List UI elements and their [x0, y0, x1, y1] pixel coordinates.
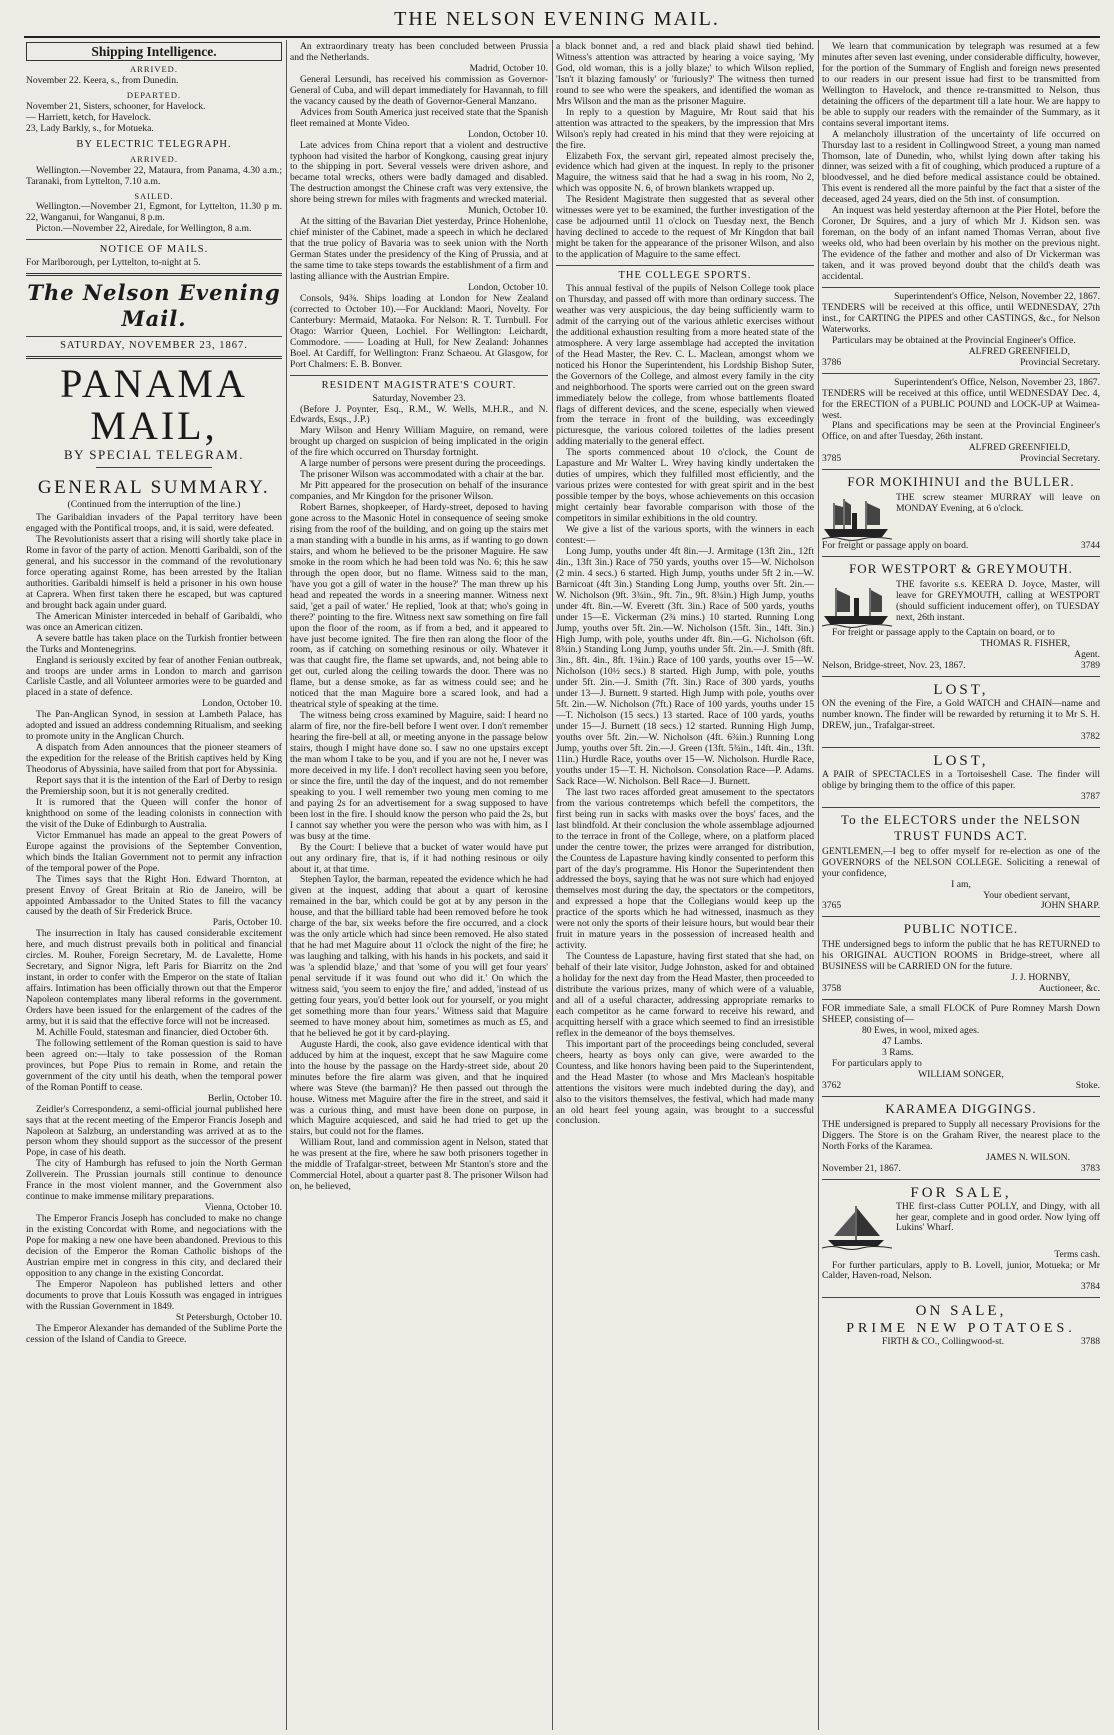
continuation-note: (Continued from the interruption of the line.) [67, 499, 241, 511]
ad-body: FOR immediate Sale, a small FLOCK of Pure Romney Marsh Down SHEEP, consisting of— [822, 1003, 1100, 1026]
headline-general-summary: GENERAL SUMMARY. [37, 477, 271, 499]
article-paragraph: We give a list of the various sports, with the winners in each contest:— [556, 523, 814, 546]
ad-title: PUBLIC NOTICE. [903, 921, 1019, 937]
divider [822, 676, 1100, 677]
ship-ad [822, 580, 1100, 628]
ad-footer [822, 541, 1100, 552]
ad-title: KARAMEA DIGGINGS. [885, 1100, 1037, 1116]
paper-title: The Nelson Evening Mail. [27, 280, 281, 332]
ad-footer [822, 901, 1100, 912]
article-paragraph: The insurrection in Italy has caused considerable excitement here, and much distrust prevails both in political and financial circles. M. Rouher, Foreign Secretary, M. de Lavalette, Home Secretary, and Signor Nigra, left Paris for Biarritz on the 2nd instant, in order to confer with the Emperor on the state of Italian affairs. Intimation has been officially thrown out that the Emperor Napoleon contemplates many liberal reforms in the government. Orders have been issued for the enlargement of the cadres of the army, but it is said that the effective force will not be increased. [26, 928, 282, 1027]
divider [822, 999, 1100, 1000]
article-paragraph: The American Minister interceded in behalf of Garibaldi, who was once an American citizen. [26, 610, 282, 633]
ad-footer [822, 1081, 1100, 1092]
ad-body: TENDERS will be received at this office, until WEDNESDAY Dec. 4, for the ERECTION of a PUBLIC POUND and LOCK-UP at Waimea-west. [822, 387, 1100, 421]
article-paragraph: The Resident Magistrate then suggested that as several other witnesses were yet to be examined, the further investigation of the case be adjourned until 11 o'clock on Tuesday next, the Bench having declined to accede to the request of Mr Kingdon that bail might be taken for the appearance of the prisoner Wilson, and also to the application of Maguire to the same effect. [556, 194, 814, 261]
column-3 [556, 42, 814, 1728]
court-date: Saturday, November 23. [372, 392, 466, 404]
shipping-entry: Picton.—November 22, Airedale, for Wellington, 8 a.m. [36, 223, 252, 235]
divider [822, 1297, 1100, 1298]
shipping-entry: November 21, Sisters, schooner, for Havelock. [26, 100, 206, 112]
shipping-entry: Wellington.—November 21, Egmont, for Lyttelton, 11.30 p m. 22, Wanganui, for Wanganui, 8 p.m. [26, 201, 282, 224]
ad-number: 3785 [822, 453, 842, 465]
dateline: Madrid, October 10. [469, 62, 548, 74]
article-paragraph: Mr Pitt appeared for the prosecution on behalf of the insurance companies, and Mr Kingdon for the prisoner Wilson. [290, 480, 548, 503]
article-paragraph: The Emperor Alexander has demanded of the Sublime Porte the cession of the Island of Candia to Greece. [26, 1322, 282, 1345]
ad-role: Auctioneer, &c. [1038, 983, 1100, 995]
section-heading: ARRIVED. [130, 64, 178, 74]
section-heading: SAILED. [134, 190, 174, 201]
ad-number: 3783 [1080, 1162, 1100, 1174]
dateline: Paris, October 10. [212, 917, 282, 929]
article-paragraph: Robert Barnes, shopkeeper, of Hardy-street, deposed to having gone across to the Masonic Hotel in consequence of seeing smoke rising from the roof of the building, and on going up the stairs met a man standing with a bundle in his arms, as if wanting to go down stairs, and whom he believed to be the prisoner Maguire. He saw smoke in the room which he had been told was No. 6; this he saw through the open door, but no flame. Witness said to the man, 'have you got a gill of water in the house?' The man threw up his head and repeated the words in a sneering manner. Witness next said, 'get a pail of water.' He replied, 'look at that; who's going in there?' pointing to the fire. Witness next saw something on fire fall upon the floor of the room, as if from a bed, and it appeared to have just become ignited. The fire then ran along the floor of the room, as if catching on something resinous or oily. Whatever it was that caught fire, the flame set upwards, and, not being able to get out, curled along the ceiling towards the door. There was no flame, but a dense smoke, as far as witness could see; and he noticed that the man Maguire bore a scared look, and had a theatrical style of speaking at the time. [290, 502, 548, 711]
ad-body: For further particulars, apply to B. Lovell, junior, Motueka; or Mr Calder, Haven-road, Nelson. [822, 1259, 1100, 1282]
divider [26, 273, 282, 276]
article-paragraph: At the sitting of the Bavarian Diet yesterday, Prince Hohenlohe, chief minister of the Cabinet, made a speech in which he declared that the true policy of Bavaria was to seek union with the North German States under the presidency of the King of Prussia, and at the same time to take steps towards the establishment of a firm and lasting alliance with the Austrian Empire. [290, 216, 548, 283]
ad-title: LOST, [933, 752, 989, 769]
divider [290, 375, 548, 376]
article-paragraph: The following settlement of the Roman question is said to have been agreed on:—Italy to take possession of the Roman provinces, but Pope Pius to remain in Rome, and retain the government of the city until his death, when the temporal power of the Roman Pontiff to cease. [26, 1037, 282, 1093]
ad-body: ON the evening of the Fire, a Gold WATCH and CHAIN—name and number known. The finder will be rewarded by returning it to Mr S. H. DREW, jun., Trafalgar-street. [822, 698, 1100, 731]
article-paragraph: A severe battle has taken place on the Turkish frontier between the Turks and Montenegrins. [26, 632, 282, 655]
ad-body: THE undersigned is prepared to Supply all necessary Provisions for the Diggers. The Store is on the Graham River, the nearest place to the North Forks of the Karamea. [822, 1118, 1100, 1152]
article-paragraph: Report says that it is the intention of the Earl of Derby to resign the Premiership soon, but it is not generally credited. [26, 775, 282, 797]
ad-body: THE favorite s.s. KEERA D. Joyce, Master, will leave for GREYMOUTH, calling at WESTPORT (should sufficient inducement offer), on TUESDAY next, 26th instant. [896, 580, 1100, 624]
dateline: Munich, October 10. [468, 205, 548, 217]
ad-footer [822, 1337, 1100, 1348]
notice-text: For Marlborough, per Lyttelton, to-night at 5. [26, 257, 201, 269]
dateline: London, October 10. [202, 698, 282, 710]
article-paragraph: William Rout, land and commission agent in Nelson, stated that he was present at the fire, where he saw both prisoners together in the middle of Trafalgar-street, between Mr Stanton's store and the Commercial Hotel, about a quarter past 8. The prisoner Wilson had on, he believed, [290, 1137, 548, 1193]
article-paragraph: In reply to a question by Maguire, Mr Rout said that his attention was attracted to the speakers, by the impression that Mrs Wilson's reply had created in his mind that they were rejoicing at the fire. [556, 106, 814, 151]
shipping-title: Shipping Intelligence. [26, 42, 282, 61]
article-paragraph: Consols, 94⅜. Ships loading at London for New Zealand (corrected to October 10).—For Auckland: Maori, Novelty. For Canterbury: Mermaid, Mataoka. For Nelson: R. T. Turnbull. For Otago: Warrior Queen, Lochiel. For Wellington: Leichardt, Commodore. —— Loading at Hull, for New Zealand: Johannes Boel. At Cardiff, for Wellington: Franz Schaeou. At Glasgow, for Port Chalmers: E. B. Bonver. [290, 292, 548, 370]
ad-title: LOST, [933, 682, 989, 699]
article-paragraph: The prisoner Wilson was accommodated with a chair at the bar. [300, 469, 544, 481]
dateline: London, October 10. [468, 128, 548, 140]
section-heading: RESIDENT MAGISTRATE'S COURT. [321, 379, 517, 391]
column-2 [290, 42, 548, 1728]
ad-body: THE first-class Cutter POLLY, and Dingy, with all her gear, complete and in good order. Now lying off Lukins' Wharf. [896, 1201, 1100, 1234]
divider [96, 467, 212, 468]
ad-list-item: 3 Rams. [882, 1047, 914, 1058]
article-paragraph: A dispatch from Aden announces that the pioneer steamers of the expedition for the release of the British captives held by King Theodorus of Abyssinia, have sailed from that port for Abyssinia. [26, 742, 282, 776]
shipping-entry: 23, Lady Barkly, s., for Motueka. [26, 122, 154, 134]
ad-body: GENTLEMEN,—I beg to offer myself for re-election as one of the GOVERNORS of the NELSON COLLEGE. Soliciting a renewal of your confidence, [822, 845, 1100, 879]
article-paragraph: The city of Hamburgh has refused to join the North German Zollverein. The Prussian journals still continue to denounce France in the most violent manner, and the Government also continue to make immense military preparations. [26, 1158, 282, 1203]
top-rule [24, 36, 1100, 38]
ad-body: Particulars may be obtained at the Provincial Engineer's Office. [832, 334, 1076, 346]
article-paragraph: Victor Emmanuel has made an appeal to the great Powers of Europe against the provisions of the September Convention, which binds the Italian Government not to permit any infraction of the temporal power of the Pope. [26, 829, 282, 874]
divider [26, 239, 282, 240]
ad-number: 3788 [1080, 1336, 1100, 1348]
headline-panama-mail: PANAMA MAIL, [60, 361, 248, 449]
divider [822, 373, 1100, 374]
section-heading: DEPARTED. [126, 89, 182, 100]
article-paragraph: The Pan-Anglican Synod, in session at Lambeth Palace, has adopted and issued an address condemning Ritualism, and seeking to promote unity in the Anglican Church. [26, 709, 282, 743]
article-paragraph: This important part of the proceedings being concluded, several cheers, hearty as boys only can give, were awarded to the Countess, and like honors having been paid to the Superintendent, and the Head Master (to whose and Mrs Maclean's hospitable attentions the visitors were much indebted during the day), and also to the visitors themselves, the festival, which had made many an old heart feel young again, was brought to a successful conclusion. [556, 1038, 814, 1127]
article-paragraph: The Countess de Lapasture, having first stated that she had, on behalf of their late visitor, Judge Johnston, asked for and obtained a holiday for the next day from the Head Master, then proceeded to distribute the various prizes, many of which were of a valuable, and all of a useful character, addressing appropriate remarks to each competitor as he came forward to receive his reward, and acquitting herself with a grace which seemed to find an irresistible reflex in the demeanor of the boys themselves. [556, 951, 814, 1039]
ad-body: THE screw steamer MURRAY will leave on MONDAY Evening, at 6 o'clock. [896, 493, 1100, 515]
article-paragraph: An inquest was held yesterday afternoon at the Pier Hotel, before the Coroner, Dr Squires, and a jury of which Mr J. Kidson sen. was foreman, on the body of an infant named Thomas Verran, about five weeks old, who had been overlain by his mother on the previous night. The evidence of the father and mother and also of Dr Vickerman was taken, and it was proved beyond doubt that the child's death was accidental. [822, 205, 1100, 283]
article-paragraph: a black bonnet and, a red and black plaid shawl tied behind. Witness's attention was attracted by hearing a voice saying, 'My God, old woman, this is a jolly blaze;' to which Wilson replied, 'Isn't it blazing famously' or 'furiously?' The witness then turned round to see who were the speakers, and identified the woman as Mrs Wilson and the man as the prisoner Maguire. [556, 42, 814, 107]
ad-number: 3765 [822, 900, 842, 912]
ad-body: TENDERS will be received at this office, until WEDNESDAY, 27th inst., for CARTING the PIPES and other CASTINGS, &c., for Nelson Waterworks. [822, 301, 1100, 335]
ad-number: 3782 [1080, 730, 1100, 742]
article-paragraph: Stephen Taylor, the barman, repeated the evidence which he had given at the inquest, adding that about a quart of kerosine remained in the bar, which could be got at by any person in the house, and that the billiard table had been removed before he took charge of the bar, six weeks before the fire occurred, and a clock was the only article which had since been removed. He also stated that he had met Maguire about 11 o'clock the night of the fire; he was laughing and talking, with his hands in his pockets, and said it was 'a splendid blaze,' and that 'some of you will get four years' penal servitude if it was found out who did it.' On which the witness said, 'you seem to enjoy the fire,' and added, 'instead of us getting four years, you'd better look out for yourself, or you might get something more than four years.' Witness said that Maguire seemed to have money about him, sometimes as much as £5, and that he believed he got it by card-playing. [290, 874, 548, 1039]
ad-number: 3744 [1080, 540, 1100, 552]
ad-list-item: 80 Ewes, in wool, mixed ages. [862, 1025, 980, 1037]
dateline: Vienna, October 10. [204, 1202, 282, 1214]
column-divider [286, 40, 287, 1730]
divider [822, 1179, 1100, 1180]
ad-freight: For freight or passage apply on board. [822, 540, 969, 552]
section-heading: NOTICE OF MAILS. [99, 244, 209, 256]
article-paragraph: England is seriously excited by fear of another Fenian outbreak, and troops are under arms in London to march and garrison Carlisle Castle, and all Volunteer armories were to be guarded and placed in a state of defence. [26, 654, 282, 699]
ad-body: Plans and specifications may be seen at the Provincial Engineer's Office, on and after Tuesday, 26th instant. [822, 420, 1100, 443]
ad-signature: FIRTH & CO., Collingwood-st. [882, 1336, 1005, 1348]
divider [822, 556, 1100, 557]
ad-date: November 21, 1867. [822, 1162, 901, 1174]
article-paragraph: Advices from South America just received state that the Spanish fleet remained at Monte Video. [290, 106, 548, 129]
divider [822, 1096, 1100, 1097]
column-divider [552, 40, 553, 1730]
ad-footer [822, 661, 1100, 672]
article-paragraph: An extraordinary treaty has been concluded between Prussia and the Netherlands. [290, 42, 548, 63]
article-paragraph: It is rumored that the Queen will confer the honor of knighthood on some of the leading colonists in connection with the visit of the Duke of Edinburgh to Australia. [26, 796, 282, 830]
ad-title: FOR MOKIHINUI and the BULLER. [847, 474, 1075, 490]
ad-body: For particulars apply to [832, 1057, 922, 1069]
divider [556, 265, 814, 266]
ad-signature: JOHN SHARP. [1040, 900, 1100, 912]
ad-number: 3789 [1080, 660, 1100, 672]
article-paragraph: The last two races afforded great amusement to the spectators from the various contretemps which befell the competitors, the first being run in sacks with masks over the boys' faces, and the last blindfold. At their conclusion the whole assemblage adjourned to the terrace in front of the College, where, on a platform placed under the centre tower, the prizes were arranged for distribution, the Countess de Lapasture having kindly consented to perform this part of the day's programme. His Honor the Superintendent then addressed the boys, saying that he was not sure which had enjoyed themselves most during the day, the spectators or the competitors, and expressed a hope that the Collegians would keep up the practice of the sports which he had witnessed, inasmuch as they were not only the sports of their leisure hours, but would bear their fruit in mature years in the possession of increased health and activity. [556, 786, 814, 952]
cutter-ad [822, 1202, 1100, 1250]
sailboat-icon [822, 1204, 892, 1250]
ad-body: PRIME NEW POTATOES. [846, 1321, 1076, 1337]
article-paragraph: This annual festival of the pupils of Nelson College took place on Thursday, and passed off with more than ordinary success. The weather was very auspicious, the day being sufficiently warm to admit of the carrying out of the various athletic exercises without the additional exhaustion resulting from a more heated state of the atmosphere. A very large assemblage had accepted the invitation of the Head Master, the Rev. C. L. Maclean, amongst whom we noticed his Honor the Superintendent, his Lordship Bishop Suter, the Governors of the College, and almost every family in the city and neighborhood. The sports were carried out on the green sward immediately below the college, from whose battlements floated flags of different devices, and the scene, especially when viewed from the terrace in front of the building, was exceedingly picturesque, the various colored toilettes of the ladies present adding materially to the general effect. [556, 283, 814, 448]
ad-signature: JAMES N. WILSON. [985, 1151, 1070, 1163]
ad-list-item: 47 Lambs. [882, 1036, 923, 1048]
ad-title: ON SALE, [915, 1303, 1007, 1320]
article-paragraph: The Revolutionists assert that a rising will shortly take place in Rome in favor of the party of action. Menotti Garibaldi, son of the general, and his successor in the command of the revolutionary force operating against Rome, has been arrested by the Italian authorities. Garibaldi himself is held a prisoner in his own house at Caprera. When first taken there he escaped, but was captured and brought back again under guard. [26, 534, 282, 611]
dateline: SATURDAY, NOVEMBER 23, 1867. [60, 340, 248, 352]
article-paragraph: The Emperor Napoleon has published letters and other documents to prove that Louis Kossuth was engaged in intrigues with the Russian Government in 1849. [26, 1278, 282, 1312]
ad-signature: WILLIAM SONGER, [918, 1068, 1004, 1080]
ad-signature: ALFRED GREENFIELD, [968, 442, 1070, 454]
article-paragraph: The Times says that the Right Hon. Edward Thornton, at present Envoy of Great Britain at Rio de Janeiro, will be appointed Ambassador to the United States to fill the vacancy caused by the death of Sir Frederick Bruce. [26, 873, 282, 918]
section-heading: THE COLLEGE SPORTS. [618, 270, 752, 282]
dateline: St Petersburgh, October 10. [175, 1311, 282, 1323]
shipping-entry: Wellington.—November 22, Mataura, from Panama, 4.30 a.m.; Taranaki, from Lyttelton, 7.10 a.m. [26, 164, 282, 187]
article-paragraph: The Garibaldian invaders of the Papal territory have been engaged with the Pontifical troops, and, it is said, were defeated. [26, 512, 282, 535]
section-heading: BY ELECTRIC TELEGRAPH. [76, 138, 232, 150]
divider [822, 287, 1100, 288]
column-divider [818, 40, 819, 1730]
dateline: Berlin, October 10. [207, 1092, 282, 1104]
shipping-entry: — Harriett, ketch, for Havelock. [26, 111, 151, 123]
article-paragraph: We learn that communication by telegraph was resumed at a few minutes after seven last evening, under considerable difficulty, however, for the portion of the Summary of English and foreign news presented to our readers in our present issue had first to be transmitted from Wellington to Havelock, and thence re-transmitted to Nelson, thus detaining the officers of the department till a late hour. We are happy to be able to supply our readers with the remainder of the Summary, as it contains several important items. [822, 42, 1100, 129]
ad-office: Superintendent's Office, Nelson, November 22, 1867. [894, 290, 1100, 302]
ad-footer [822, 984, 1100, 995]
section-heading: ARRIVED. [130, 153, 178, 164]
court-bench: (Before J. Poynter, Esq., R.M., W. Wells, M.H.R., and N. Edwards, Esqs., J.P.) [290, 403, 548, 426]
page-masthead: THE NELSON EVENING MAIL. [394, 8, 720, 30]
steamship-icon [822, 495, 892, 541]
divider [26, 356, 282, 359]
article-paragraph: By the Court: I believe that a bucket of water would have put out any ordinary fire, that is, if it had nothing resinous or oily about it, at that time. [290, 841, 548, 875]
ad-footer [822, 358, 1100, 369]
ad-body: A PAIR of SPECTACLES in a Tortoiseshell Case. The finder will oblige by bringing them to the office of this paper. [822, 768, 1100, 791]
article-paragraph: M. Achille Fould, statesman and financier, died October 6th. [36, 1026, 269, 1038]
ad-number: 3787 [1080, 790, 1100, 802]
column-4 [822, 42, 1100, 1728]
column-1 [26, 42, 282, 1728]
dateline: London, October 10. [468, 281, 548, 293]
ad-footer [822, 1164, 1100, 1175]
article-paragraph: Late advices from China report that a violent and destructive typhoon had visited the harbor of Kongkong, causing great injury to the shipping in port. Several vessels were driven ashore, and became total wrecks, others were badly damaged and disabled. The destruction amongst the Chinese craft was very extensive, the shore being strewn for miles with fragments and wrecked material. [290, 139, 548, 206]
ad-number: 3784 [1080, 1281, 1100, 1293]
ad-terms: Terms cash. [1054, 1248, 1100, 1260]
divider [26, 336, 282, 337]
ad-closing: I am, [951, 878, 971, 890]
ad-signature: ALFRED GREENFIELD, [968, 345, 1070, 357]
ad-signature: J. J. HORNBY, [1011, 972, 1070, 984]
article-paragraph: The witness being cross examined by Maguire, said: I heard no alarm of fire, nor the fire-bell before I went over. I don't remember hearing the fire-bell at all, or meeting anyone in the passage below stairs, though I might have done so. I saw no one upstairs except the man whom I take to be you, and if you are not he, I never was more deceived in my life. I don't recollect having seen you before, or since the fire, until the day of the inquest, and do not remember speaking to you. I well remember two young men coming to me and paying 2s for an advertisement for a swag supposed to have been lost in the fire. I should know the person who paid the 2s, but I cannot say whether you were the person who was with him, as I was busy at the time. [290, 710, 548, 842]
ad-body: THE undersigned begs to inform the public that he has RETURNED to his ORIGINAL AUCTION ROOMS in Bridge-street, where all BUSINESS will be CARRIED ON for the future. [822, 939, 1100, 973]
ad-freight: For freight or passage apply to the Captain on board, or to [832, 627, 1055, 639]
divider [822, 469, 1100, 470]
ad-title: FOR WESTPORT & GREYMOUTH. [849, 561, 1073, 577]
ad-number: 3758 [822, 983, 842, 995]
article-paragraph: Auguste Hardi, the cook, also gave evidence identical with that adduced by him at the inquest, except that he saw Maguire come into the house by the passage on the Hardy-street side, about 20 minutes before the fire alarm was given, and that he inquired where was Steve (the barman)? He then passed out through the house. Witness met Maguire after the fire in the street, and said it was a curious thing, and must have been done on purpose, in which Maguire acquiesced, and said he had tried to get up the stairs, but could not for the flames. [290, 1038, 548, 1138]
article-paragraph: General Lersundi, has received his commission as Governor-General of Cuba, and will depart immediately for Havannah, to fill the vacancy caused by the death of Governor-General Manzano. [290, 73, 548, 107]
ad-role: Provincial Secretary. [1020, 356, 1100, 368]
article-paragraph: The Emperor Francis Joseph has concluded to make no change in the existing Concordat with Rome, and negociations with the Pope for making a new one have been abandoned. Previous to this decision of the Emperor the Roman Catholic bishops of the Austrian empire met in congress in this city, and declared their opposition to any change in the existing Concordat. [26, 1213, 282, 1279]
divider [822, 747, 1100, 748]
subheadline: BY SPECIAL TELEGRAM. [63, 447, 245, 463]
article-paragraph: Mary Wilson and Henry William Maguire, on remand, were brought up charged on suspicion of being implicated in the origin of the fire which occurred on Thursday fortnight. [290, 425, 548, 459]
article-paragraph: A melancholy illustration of the uncertainty of life occurred on Thursday last to a resident in Collingwood Street, a young man named Thomson, late of Dunedin, who, whilst lying down after taking his dinner, was seized with a fit of coughing, which produced a rupture of a bloodvessel, and he died before medical assistance could be obtained. This event is rendered all the more painful by the fact that a sister of the deceased, aged 24 years, died on the 5th inst. of consumption. [822, 128, 1100, 206]
ad-closing: Your obedient servant, [983, 889, 1070, 901]
ad-footer [822, 454, 1100, 465]
divider [822, 916, 1100, 917]
article-paragraph: The sports commenced about 10 o'clock, the Count de Lapasture and Mr Walter L. Wrey having kindly undertaken the duties of umpires, which they fulfilled most efficiently, and the various prizes were contested for with great spirit and in the best possible temper by the boys, whose achievements on this occasion might certainly bear favorable comparison with those of the competitors in similar exhibitions in the old country. [556, 447, 814, 525]
ad-role: Provincial Secretary. [1020, 453, 1100, 465]
article-paragraph: A large number of persons were present during the proceedings. [300, 458, 546, 470]
ad-signature: THOMAS R. FISHER, [980, 638, 1070, 650]
shipping-entry: November 22. Keera, s., from Dunedin. [26, 74, 179, 86]
ad-role: Stoke. [1075, 1079, 1100, 1091]
ad-date: Nelson, Bridge-street, Nov. 23, 1867. [822, 660, 966, 672]
ad-role: Agent. [1074, 649, 1100, 661]
ad-title: To the ELECTORS under the NELSON TRUST FUNDS ACT. [841, 811, 1081, 843]
ad-number: 3786 [822, 356, 842, 368]
article-paragraph: Zeidler's Correspondenz, a semi-official journal published here says that at the recent meeting of the Emperor Francis Joseph and Napoleon at Salzburg, an understanding was arrived at as to the person whom they should support as the successor of the present Pope, in case of his death. [26, 1103, 282, 1159]
winners-list: Long Jump, youths under 4ft 8in.—J. Armitage (13ft 2in., 12ft 4in., 13ft 3in.) Race of 750 yards, youths over 15—W. Nicholson (2 min. 4 secs.) 6 started. High Jump, youths under 5ft 2 in.—W. Barnicoat (4ft 3in.) Standing Long Jump, youths over 5ft. 2in.—W. Nicholson (9ft. 3¾in., 9ft. 7in., 9ft. 8¾in.) High Jump, youths under 4ft. 8in.—W. Everett (3ft. 3in.) Race of 500 yards, youths under 15—E. Vickerman (2¾ mins.) 10 started. Running Long Jump, youths over 5ft. 2in.—W. Nicholson (15ft. 3in., 14ft. 3in.) High Jump, with pole, youths under 4ft. 8in.—G. Nicholson (6ft. 8¾in.) Standing Long Jump, youths under 5ft. 2in.—J. Smith (8ft. 3in., 8ft. 4in., 8ft. 1¾in.) Race of 100 yards, youths over 15—W. Nicholson (10½ secs.) 8 started. High Jump, with pole, youths under 5ft. 2in.—J. Smith (7ft. 3in.) Race of 300 yards, youths under 13—J. Burnett. 9 started. High Jump with pole, youths over 5ft. 2in.—W. Nicholson (7ft.) Race of 100 yards, youths under 15—T. Nicholson (15 secs.) 13 started. Race of 100 yards, youths under 15—J. Burnett (18 secs.) 12 started. Running High Jump, youths over 5ft. 2in.—W. Nicholson (4ft. 6¾in.) Running Long Jump, youths over 5ft. 2in.—J. Green (13ft. 5¾in., 14ft. 4in., 13ft. 11in.) Hurdle Race, youths over 15—W. Nicholson. Hurdle Race, youths under 15—T. H. Nicholson. Consolation Race—P. Adams. Sack Race—W. Nicholson. Bell Race—J. Burnett. [556, 545, 814, 787]
divider [822, 807, 1100, 808]
ad-number: 3762 [822, 1079, 842, 1091]
article-paragraph: Elizabeth Fox, the servant girl, repeated almost precisely the, evidence which had given at the inquest. In reply to the prisoner Maguire, the witness said that he had a swag in his room, No 2, which was opposite N. 6, of brown blankets wrapped up. [556, 150, 814, 195]
ad-title: FOR SALE, [910, 1184, 1012, 1201]
ad-office: Superintendent's Office, Nelson, November 23, 1867. [894, 376, 1100, 388]
steamship-icon [822, 582, 892, 628]
ship-ad [822, 493, 1100, 541]
